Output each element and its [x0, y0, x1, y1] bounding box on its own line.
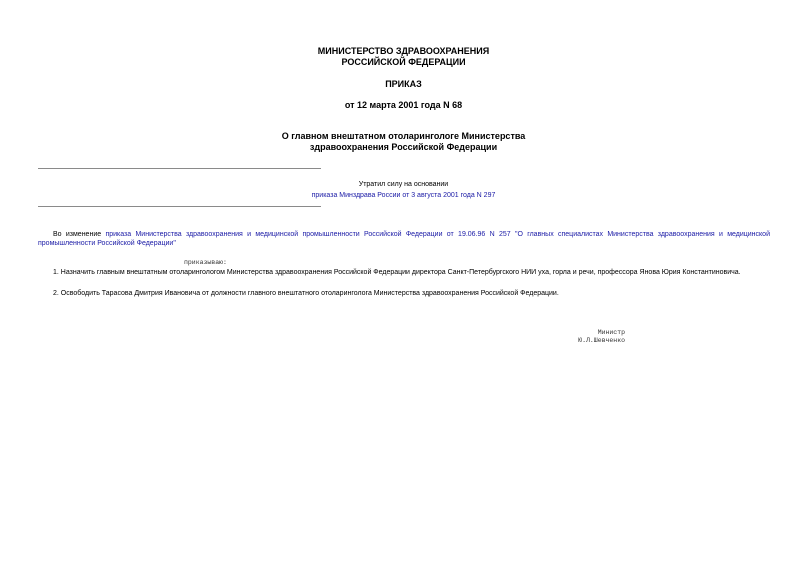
status-note-text: Утратил силу на основании [358, 181, 449, 188]
preamble-line2 [38, 239, 770, 248]
divider-bottom [38, 206, 321, 207]
signature-position: Министр [597, 329, 625, 336]
ministry-name-line1: МИНИСТЕРСТВО ЗДРАВООХРАНЕНИЯ [317, 46, 490, 56]
order-item-2: 2. Освободить Тарасова Дмитрия Ивановича от должности главного внештатного отоларинголога Министерства здравоохранения Российской Федерации. [53, 290, 559, 297]
preamble-link-part1[interactable]: приказа Министерства здравоохранения и медицинской промышленности Российской Федерации от 19.06.96 N 257 "О главных специалистах Министерства здравоохранения и медицинской [105, 231, 770, 238]
signature-name: Ю.Л.Шевченко [578, 337, 625, 344]
ministry-name-line2: РОССИЙСКОЙ ФЕДЕРАЦИИ [341, 57, 466, 67]
document-type: ПРИКАЗ [385, 79, 422, 89]
divider-top [38, 168, 321, 169]
preamble-link-part2[interactable]: промышленности Российской Федерации" [38, 240, 176, 247]
status-note-line [0, 191, 807, 200]
repeal-order-link[interactable]: приказа Минздрава России от 3 августа 2001 года N 297 [311, 192, 496, 199]
order-item-1: 1. Назначить главным внештатным отоларингологом Министерства здравоохранения Российской Федерации директора Санкт-Петербургского НИИ уха, горла и речи, профессора Янова Юрия Константиновича. [53, 269, 741, 276]
preamble-line1 [38, 230, 770, 239]
document-date-number: от 12 марта 2001 года N 68 [344, 100, 463, 110]
preamble-prefix: Во изменение [53, 231, 102, 238]
order-word: приказываю: [184, 259, 227, 266]
document-title-line2: здравоохранения Российской Федерации [309, 142, 498, 152]
document-title-line1: О главном внештатном отоларингологе Министерства [281, 131, 526, 141]
